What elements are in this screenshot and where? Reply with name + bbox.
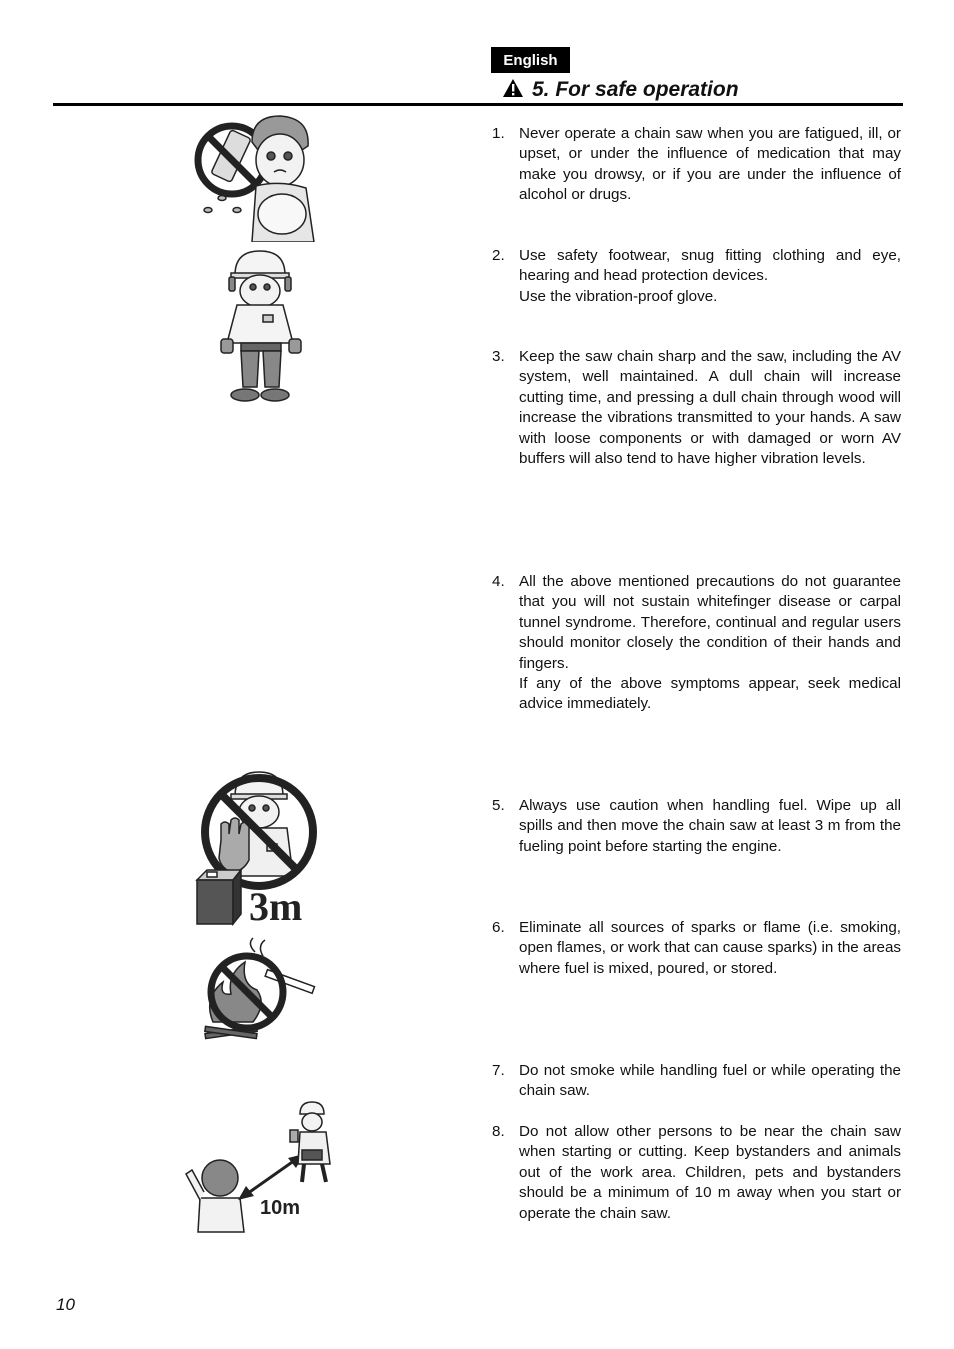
safety-item: [492, 572, 901, 715]
no-smoking-flames-illustration: [195, 936, 320, 1051]
distance-arrow: [238, 1154, 304, 1200]
item-number: 1.: [492, 125, 505, 142]
bystander-child: [186, 1160, 244, 1232]
item-number: 7.: [492, 1062, 505, 1079]
item-text: Use the vibration-proof glove.: [519, 287, 718, 305]
safety-item: [492, 347, 901, 469]
stop-hand: [219, 818, 249, 872]
safety-item: [492, 918, 901, 979]
item-number: 6.: [492, 919, 505, 936]
fuel-distance-illustration: [193, 768, 318, 933]
bystander-distance-label: 10m: [260, 1197, 301, 1219]
safety-boot: [231, 389, 259, 401]
item-text: Never operate a chain saw when you are fatigued, ill, or upset, or under the influence of medication that may make you drowsy, or if you are under the influence of alcohol or drugs.: [519, 125, 901, 204]
item-number: 2.: [492, 247, 505, 264]
operator-with-chainsaw: [290, 1102, 330, 1182]
item-text: Keep the saw chain sharp and the saw, including the AV system, well maintained. A dull chain will increase cutting time, and pressing a dull chain through wood will increase the vibrations transmitted to your hands. A saw with loose components or with damaged or worn AV buffers will also tend to have higher vibration levels.: [519, 348, 901, 468]
item-text: Use safety footwear, snug fitting clothing and eye, hearing and head protection devices.: [519, 247, 901, 285]
bystander-distance-illustration: [180, 1100, 340, 1240]
page-number: 10: [56, 1295, 75, 1314]
item-number: 5.: [492, 797, 505, 814]
item-text: If any of the above symptoms appear, seek medical advice immediately.: [519, 675, 901, 713]
item-text: Eliminate all sources of sparks or flame (i.e. smoking, open flames, or work that can cause sparks) in the areas where fuel is mixed, poured, or stored.: [519, 919, 901, 977]
language-badge: English: [491, 47, 570, 73]
ear-protector: [229, 277, 235, 291]
item-number: 8.: [492, 1123, 505, 1140]
header-rule: [53, 103, 903, 106]
fuel-can: [197, 870, 241, 924]
fuel-distance-label: 3m: [249, 884, 303, 928]
item-text: All the above mentioned precautions do not guarantee that you will not sustain whitefinger disease or carpal tunnel syndrome. Therefore, continual and regular users should monitor closely the condition of their hands and fingers.: [519, 573, 901, 672]
helmet: [235, 251, 285, 275]
safety-item: [492, 796, 901, 857]
protective-equipment-illustration: [215, 247, 310, 412]
warning-triangle-icon: [502, 78, 524, 103]
cigarette: [265, 970, 314, 994]
safety-item: [492, 246, 901, 307]
safety-item: [492, 1061, 901, 1102]
item-number: 4.: [492, 573, 505, 590]
glove: [221, 339, 233, 353]
item-text: Do not smoke while handling fuel or while operating the chain saw.: [519, 1062, 901, 1100]
section-heading: [502, 76, 739, 104]
item-text: Do not allow other persons to be near the chain saw when starting or cutting. Keep bystanders and animals out of the work area. Children, pets and bystanders should be a minimum of 10 m away when you start or operate the chain saw.: [519, 1123, 901, 1222]
safety-item: [492, 1122, 901, 1224]
section-title: 5. For safe operation: [532, 78, 739, 101]
item-number: 3.: [492, 348, 505, 365]
item-text: Always use caution when handling fuel. Wipe up all spills and then move the chain saw at least 3 m from the fueling point before starting the engine.: [519, 797, 901, 855]
no-alcohol-drugs-illustration: [190, 112, 325, 247]
safety-item: [492, 124, 901, 206]
